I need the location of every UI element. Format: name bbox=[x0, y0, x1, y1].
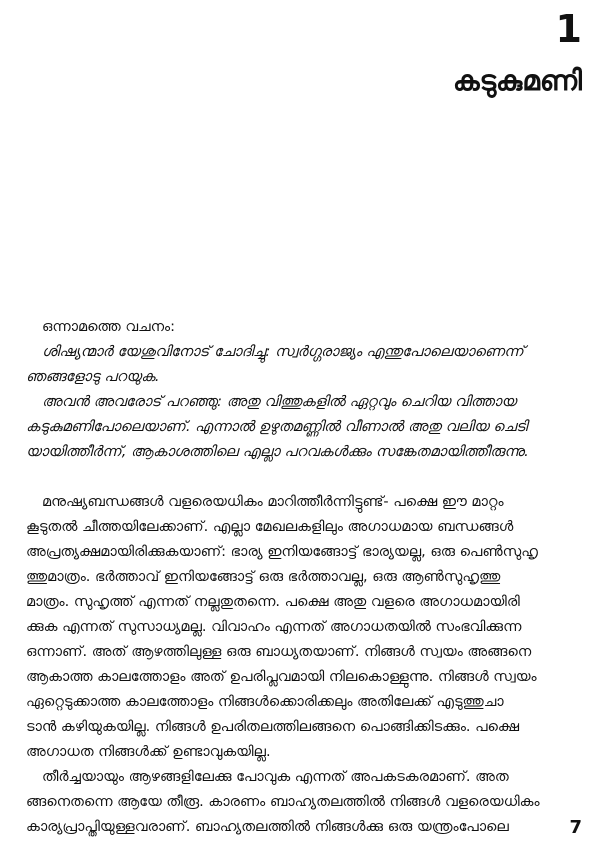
body-line: ഒന്നാണ്. അത് ആഴത്തിലുള്ള ഒരു ബാധ്യതയാണ്. നിങ്ങൾ സ്വയം അങ്ങനെ bbox=[26, 644, 532, 660]
quote-line: കടുകുമണിപോലെയാണ്. എന്നാൽ ഉഴുതമണ്ണിൽ വീണാൽ അതു വലിയ ചെടി bbox=[26, 419, 528, 435]
body-line: അഗാധത നിങ്ങൾക്ക് ഉണ്ടാവുകയില്ല. bbox=[26, 744, 271, 760]
passage-label: ഒന്നാമത്തെ വചനം: bbox=[42, 319, 176, 335]
chapter-number: 1 bbox=[555, 7, 582, 51]
body-line: മനുഷ്യബന്ധങ്ങൾ വളരെയധികം മാറിത്തീർന്നിട്ടുണ്ട്- പക്ഷെ ഈ മാറ്റം bbox=[42, 494, 504, 510]
body-line: ആകാത്ത കാലത്തോളം അത് ഉപരിപ്ലവമായി നിലകൊള്ളുന്നു. നിങ്ങൾ സ്വയം bbox=[26, 669, 537, 685]
body-line: മാത്രം. സുഹൃത്ത് എന്നത് നല്ലതുതന്നെ. പക്ഷെ അതു വളരെ അഗാധമായിരി bbox=[26, 594, 520, 610]
body-line: കാര്യപ്രാപ്തിയുള്ളവരാണ്. ബാഹ്യതലത്തിൽ നിങ്ങൾക്കു ഒരു യന്ത്രംപോലെ bbox=[26, 819, 509, 835]
quote-line: ശിഷ്യന്മാർ യേശുവിനോട് ചോദിച്ചു: സ്വർഗ്ഗരാജ്യം എന്തുപോലെയാണെന്ന് bbox=[42, 344, 524, 360]
quote-line: ഞങ്ങളോടു പറയുക. bbox=[26, 369, 160, 385]
paragraph-gap bbox=[26, 465, 582, 490]
body-line: കൂടുതൽ ചീത്തയിലേക്കാണ്. എല്ലാ മേഖലകളിലും അഗാധമായ ബന്ധങ്ങൾ bbox=[26, 519, 514, 535]
body-line: അപ്രത്യക്ഷമായിരിക്കുകയാണ്: ഭാര്യ ഇനിയങ്ങോട്ട് ഭാര്യയല്ല, ഒരു പെൺസുഹൃ bbox=[26, 544, 538, 560]
body-line: ങ്ങനെതന്നെ ആയേ തീരൂ. കാരണം ബാഹ്യതലത്തിൽ നിങ്ങൾ വളരെയധികം bbox=[26, 794, 540, 810]
page-content bbox=[26, 315, 582, 840]
page-number: 7 bbox=[569, 817, 582, 838]
body-line: തീർച്ചയായും ആഴങ്ങളിലേക്കു പോവുക എന്നത് അപകടകരമാണ്. അത bbox=[42, 769, 509, 785]
quote-line: യായിത്തീർന്ന്, ആകാശത്തിലെ എല്ലാ പറവകൾക്കും സങ്കേതമായിത്തീരുന്നു. bbox=[26, 444, 529, 460]
body-line: ടാൻ കഴിയുകയില്ല. നിങ്ങൾ ഉപരിതലത്തിലങ്ങനെ പൊങ്ങിക്കിടക്കും. പക്ഷെ bbox=[26, 719, 520, 735]
body-line: ഏറ്റെടുക്കാത്ത കാലത്തോളം നിങ്ങൾക്കൊരിക്കലും അതിലേക്ക് എടുത്തുചാ bbox=[26, 694, 504, 710]
quote-line: അവൻ അവരോട് പറഞ്ഞു: അതു വിത്തുകളിൽ ഏറ്റവും ചെറിയ വിത്തായ bbox=[42, 394, 517, 410]
body-line: ത്തുമാത്രം. ഭർത്താവ് ഇനിയങ്ങോട്ട് ഒരു ഭർത്താവല്ല, ഒരു ആൺസുഹൃത്തു bbox=[26, 569, 501, 585]
body-line: ക്കുക എന്നത് സുസാധ്യമല്ല. വിവാഹം എന്നത് അഗാധതയിൽ സംഭവിക്കുന്ന bbox=[26, 619, 522, 635]
chapter-title: കടുകുമണി bbox=[452, 64, 582, 97]
